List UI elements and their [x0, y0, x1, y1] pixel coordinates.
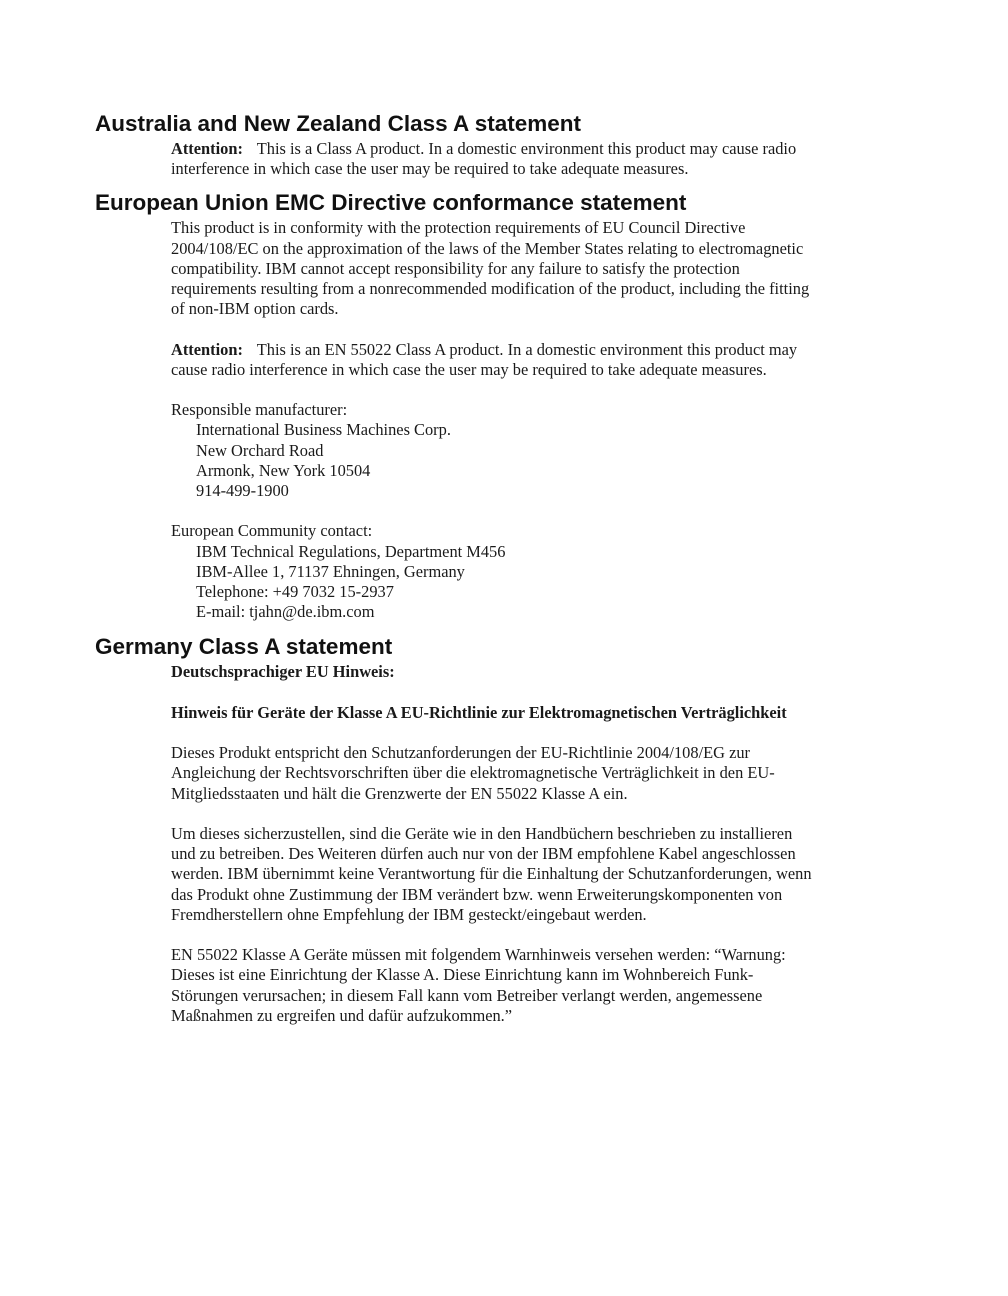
germany-subheading-klasse-a: Hinweis für Geräte der Klasse A EU-Richtlinie zur Elektromagnetischen Verträglichkeit — [171, 702, 787, 722]
address-line: International Business Machines Corp. — [196, 420, 451, 440]
attention-text: This is a Class A product. In a domestic environment this product may cause radio interference in which case the user may be required to take adequate measures. — [171, 139, 797, 179]
eu-conformity-paragraph: This product is in conformity with the protection requirements of EU Council Directive 2004/108/EC on the approximation of the laws of the Member States relating to electromagnetic compatibility. IBM cannot accept responsibility for any failure to satisfy the protection requirements resulting from a nonrecommended modification of the product, including the fitting of non-IBM option cards. — [171, 218, 810, 319]
germany-heading: Germany Class A statement — [95, 634, 393, 660]
contact-label: European Community contact: — [171, 521, 373, 541]
germany-paragraph-installation: Um dieses sicherzustellen, sind die Geräte wie in den Handbüchern beschrieben zu installieren und zu betreiben. Des Weiteren dürfen auch nur von der IBM empfohlene Kabel angeschlossen werden. IBM übernimmt keine Verantwortung für die Einhaltung der Schutzanforderungen, wenn das Produkt ohne Zustimmung der IBM verändert bzw. wenn Erweiterungskomponenten von Fremdherstellern ohne Empfehlung der IBM gesteckt/eingebaut werden. — [171, 824, 812, 924]
page-content — [95, 108, 815, 1026]
email-line: E-mail: tjahn@de.ibm.com — [196, 602, 375, 622]
phone-line: 914-499-1900 — [196, 481, 289, 501]
eu-emc-body — [171, 218, 815, 622]
attention-label: Attention: — [171, 139, 243, 158]
germany-section — [95, 632, 815, 1026]
manufacturer-address — [171, 420, 815, 501]
australia-nz-body — [171, 139, 815, 179]
manufacturer-label: Responsible manufacturer: — [171, 400, 348, 420]
contact-address — [171, 542, 815, 623]
australia-nz-heading: Australia and New Zealand Class A statement — [95, 111, 581, 136]
contact-block — [171, 521, 815, 622]
germany-body — [171, 662, 815, 1026]
germany-paragraph-conformity: Dieses Produkt entspricht den Schutzanforderungen der EU-Richtlinie 2004/108/EG zur Angleichung der Rechtsvorschriften über die elektromagnetische Verträglichkeit in den EU-Mitgliedsstaaten und hält die Grenzwerte der EN 55022 Klasse A ein. — [171, 743, 775, 803]
address-line: Armonk, New York 10504 — [196, 460, 371, 480]
germany-subheading-eu-hinweis: Deutschsprachiger EU Hinweis: — [171, 662, 395, 682]
australia-attention-paragraph — [171, 139, 815, 179]
address-line: New Orchard Road — [196, 440, 324, 460]
eu-emc-section — [95, 188, 815, 622]
phone-line: Telephone: +49 7032 15-2937 — [196, 582, 394, 602]
manufacturer-block — [171, 400, 815, 501]
attention-label: Attention: — [171, 339, 243, 359]
address-line: IBM Technical Regulations, Department M456 — [196, 541, 506, 561]
germany-paragraph-warning: EN 55022 Klasse A Geräte müssen mit folgendem Warnhinweis versehen werden: “Warnung: Dieses ist eine Einrichtung der Klasse A. Diese Einrichtung kann im Wohnbereich Funk-Störungen verursachen; in diesem Fall kann vom Betreiber verlangt werden, angemessene Maßnahmen zu ergreifen und dafür aufzukommen.” — [171, 945, 786, 1025]
attention-text: This is an EN 55022 Class A product. In a domestic environment this product may cause radio interference in which case the user may be required to take adequate measures. — [171, 339, 798, 379]
eu-emc-heading: European Union EMC Directive conformance statement — [95, 190, 687, 216]
australia-nz-section — [95, 109, 815, 179]
eu-attention-paragraph — [171, 340, 815, 380]
address-line: IBM-Allee 1, 71137 Ehningen, Germany — [196, 561, 465, 581]
